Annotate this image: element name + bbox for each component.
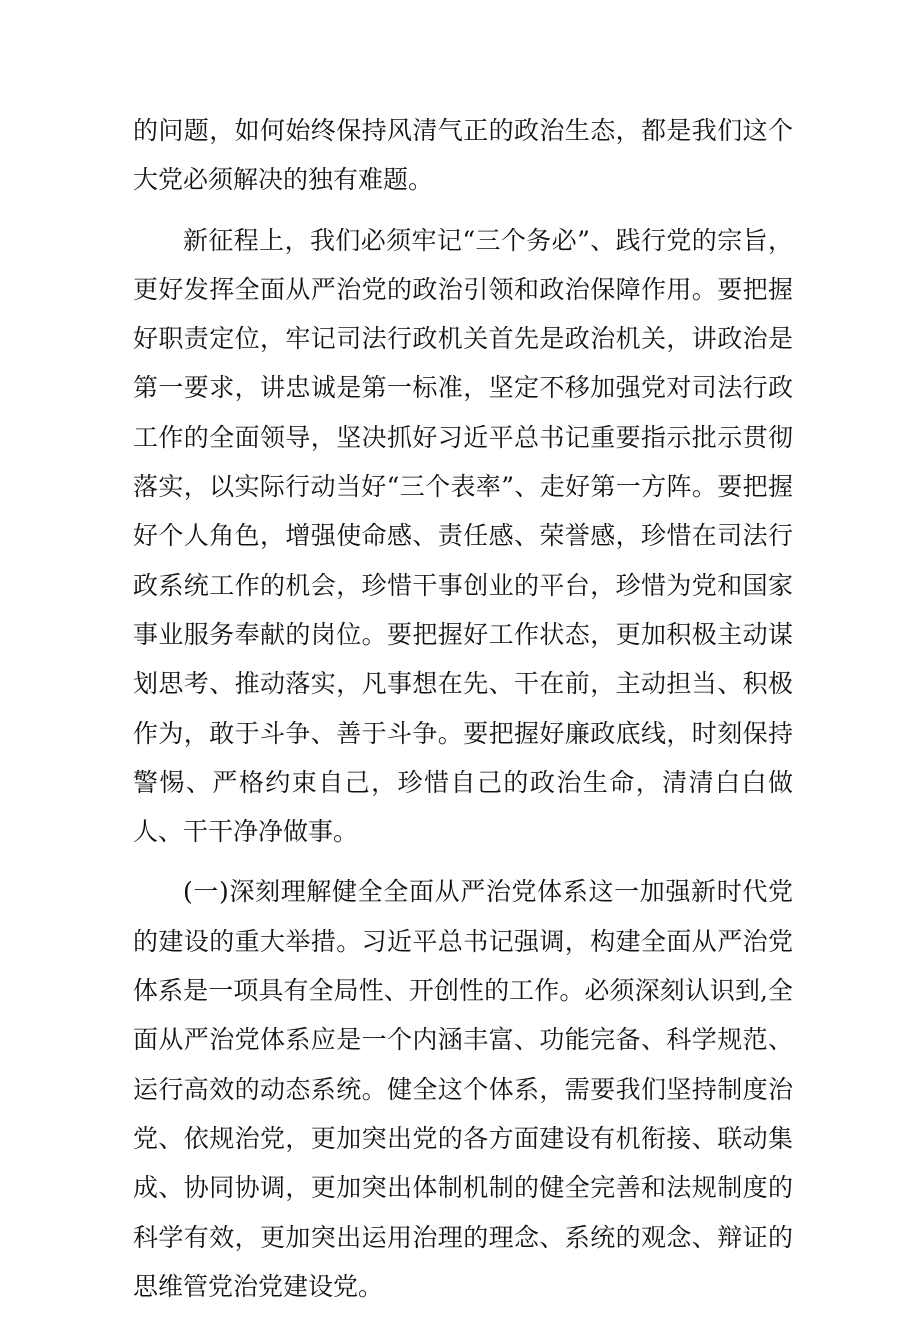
paragraph-continuation: 的问题，如何始终保持风清气正的政治生态，都是我们这个大党必须解决的独有难题。 xyxy=(133,116,793,195)
document-body xyxy=(133,106,793,1322)
paragraph-section-one: (一)深刻理解健全全面从严治党体系这一加强新时代党的建设的重大举措。习近平总书记强调，构建全面从严治党体系是一项具有全局性、开创性的工作。必须深刻认识到,全面从严治党体系应是一个内涵丰富、功能完备、科学规范、运行高效的动态系统。健全这个体系，需要我们坚持制度治党、依规治党，更加突出党的各方面建设有机衔接、联动集成、协同协调，更加突出体制机制的健全完善和法规制度的科学有效，更加突出运用治理的理念、系统的观念、辩证的思维管党治党建设党。 xyxy=(133,877,793,1301)
paragraph-new-journey: 新征程上，我们必须牢记“三个务必”、践行党的宗旨，更好发挥全面从严治党的政治引领和政治保障作用。要把握好职责定位，牢记司法行政机关首先是政治机关，讲政治是第一要求，讲忠诚是第一标准，坚定不移加强党对司法行政工作的全面领导，坚决抓好习近平总书记重要指示批示贯彻落实，以实际行动当好“三个表率”、走好第一方阵。要把握好个人角色，增强使命感、责任感、荣誉感，珍惜在司法行政系统工作的机会，珍惜干事创业的平台，珍惜为党和国家事业服务奉献的岗位。要把握好工作状态，更加积极主动谋划思考、推动落实，凡事想在先、干在前，主动担当、积极作为，敢于斗争、善于斗争。要把握好廉政底线，时刻保持警惕、严格约束自己，珍惜自己的政治生命，清清白白做人、干干净净做事。 xyxy=(133,225,793,847)
